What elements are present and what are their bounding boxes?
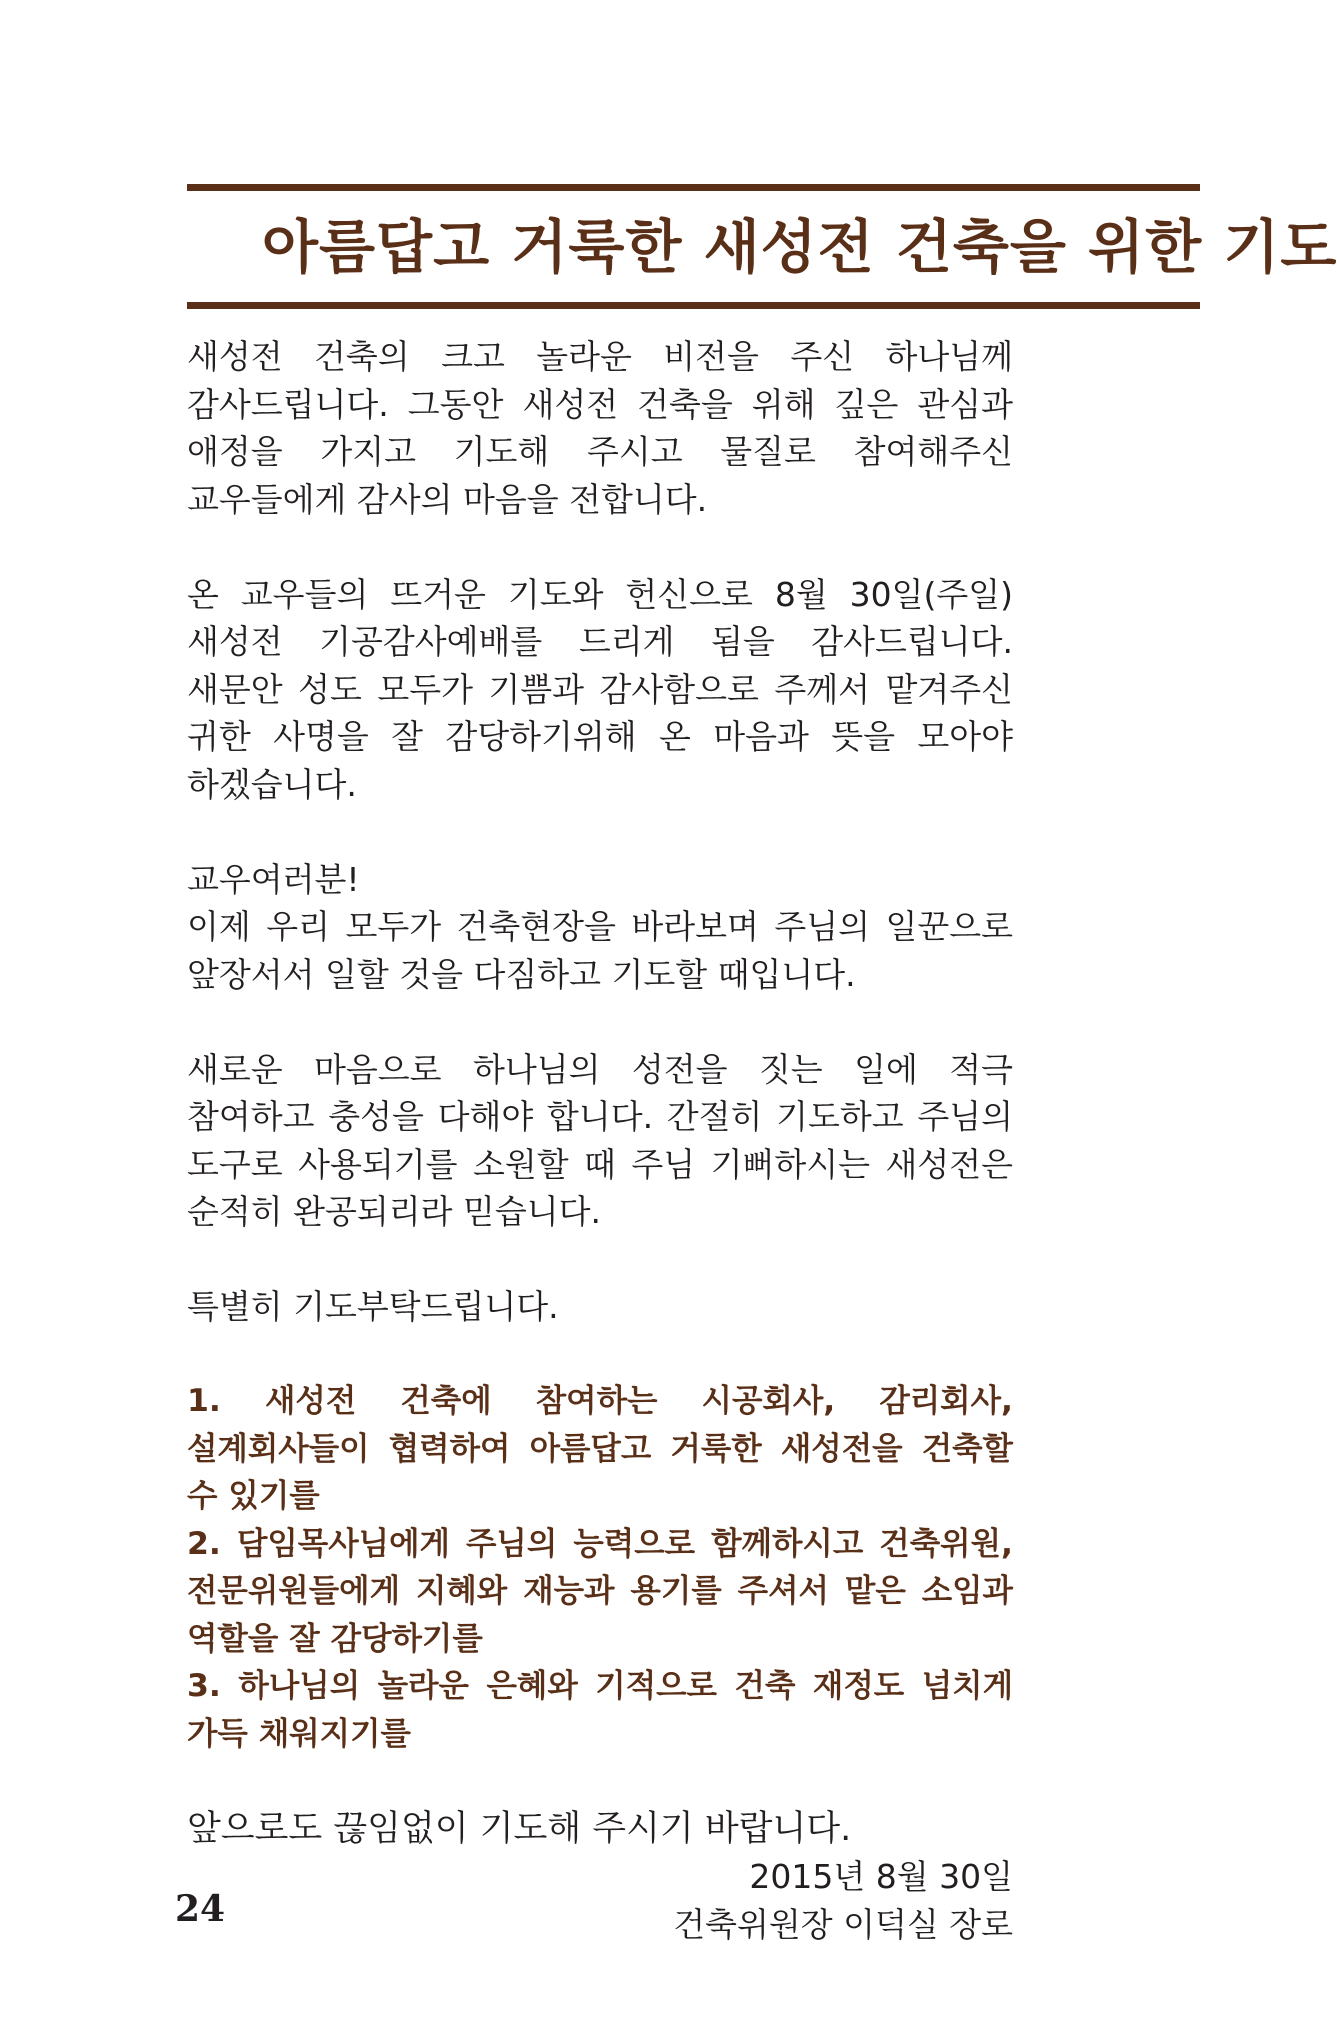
paragraph-groundbreaking: 온 교우들의 뜨거운 기도와 헌신으로 8월 30일(주일) 새성전 기공감사예배를 드리게 됨을 감사드립니다. 새문안 성도 모두가 기쁨과 감사함으로 주께서 맡겨주신 귀한 사명을 잘 감당하기위해 온 마음과 뜻을 모아야 하겠습니다. xyxy=(187,574,1013,804)
title-top-rule xyxy=(187,184,1200,191)
prayer-request-line: 특별히 기도부탁드립니다. xyxy=(187,1287,559,1326)
closing-line: 앞으로도 끊임없이 기도해 주시기 바랍니다. xyxy=(187,1808,852,1849)
paragraph-commitment: 새로운 마음으로 하나님의 성전을 짓는 일에 적극 참여하고 충성을 다해야 합니다. 간절히 기도하고 주님의 도구로 사용되기를 소원할 때 주님 기뻐하시는 새성전은 순적히 완공되리라 믿습니다. xyxy=(187,1049,1013,1231)
page-number: 24 xyxy=(175,1888,226,1930)
prayer-item: 3. 하나님의 놀라운 은혜와 기적으로 건축 재정도 넘치게 가득 채워지기를 xyxy=(187,1668,1013,1752)
prayer-item: 2. 담임목사님에게 주님의 능력으로 함께하시고 건축위원, 전문위원들에게 지혜와 재능과 용기를 주셔서 맡은 소임과 역할을 잘 감당하기를 xyxy=(187,1525,1013,1657)
prayer-item: 1. 새성전 건축에 참여하는 시공회사, 감리회사, 설계회사들이 협력하여 아름답고 거룩한 새성전을 건축할 수 있기를 xyxy=(187,1383,1013,1514)
title-bottom-rule xyxy=(187,302,1200,309)
paragraph-thanks: 새성전 건축의 크고 놀라운 비전을 주신 하나님께 감사드립니다. 그동안 새성전 건축을 위해 깊은 관심과 애정을 가지고 기도해 주시고 물질로 참여해주신 교우들에게 감사의 마음을 전합니다. xyxy=(187,337,1013,519)
date-line: 2015년 8월 30일 xyxy=(749,1857,1013,1896)
article-body xyxy=(187,333,1013,1948)
greeting: 교우여러분! xyxy=(187,859,360,899)
signature-line: 건축위원장 이덕실 장로 xyxy=(673,1904,1013,1944)
page-title: 아름답고 거룩한 새성전 건축을 위한 기도 xyxy=(262,213,1337,281)
prayer-list xyxy=(187,1378,1013,1758)
paragraph-call: 이제 우리 모두가 건축현장을 바라보며 주님의 일꾼으로 앞장서서 일할 것을 다짐하고 기도할 때입니다. xyxy=(187,907,1013,994)
